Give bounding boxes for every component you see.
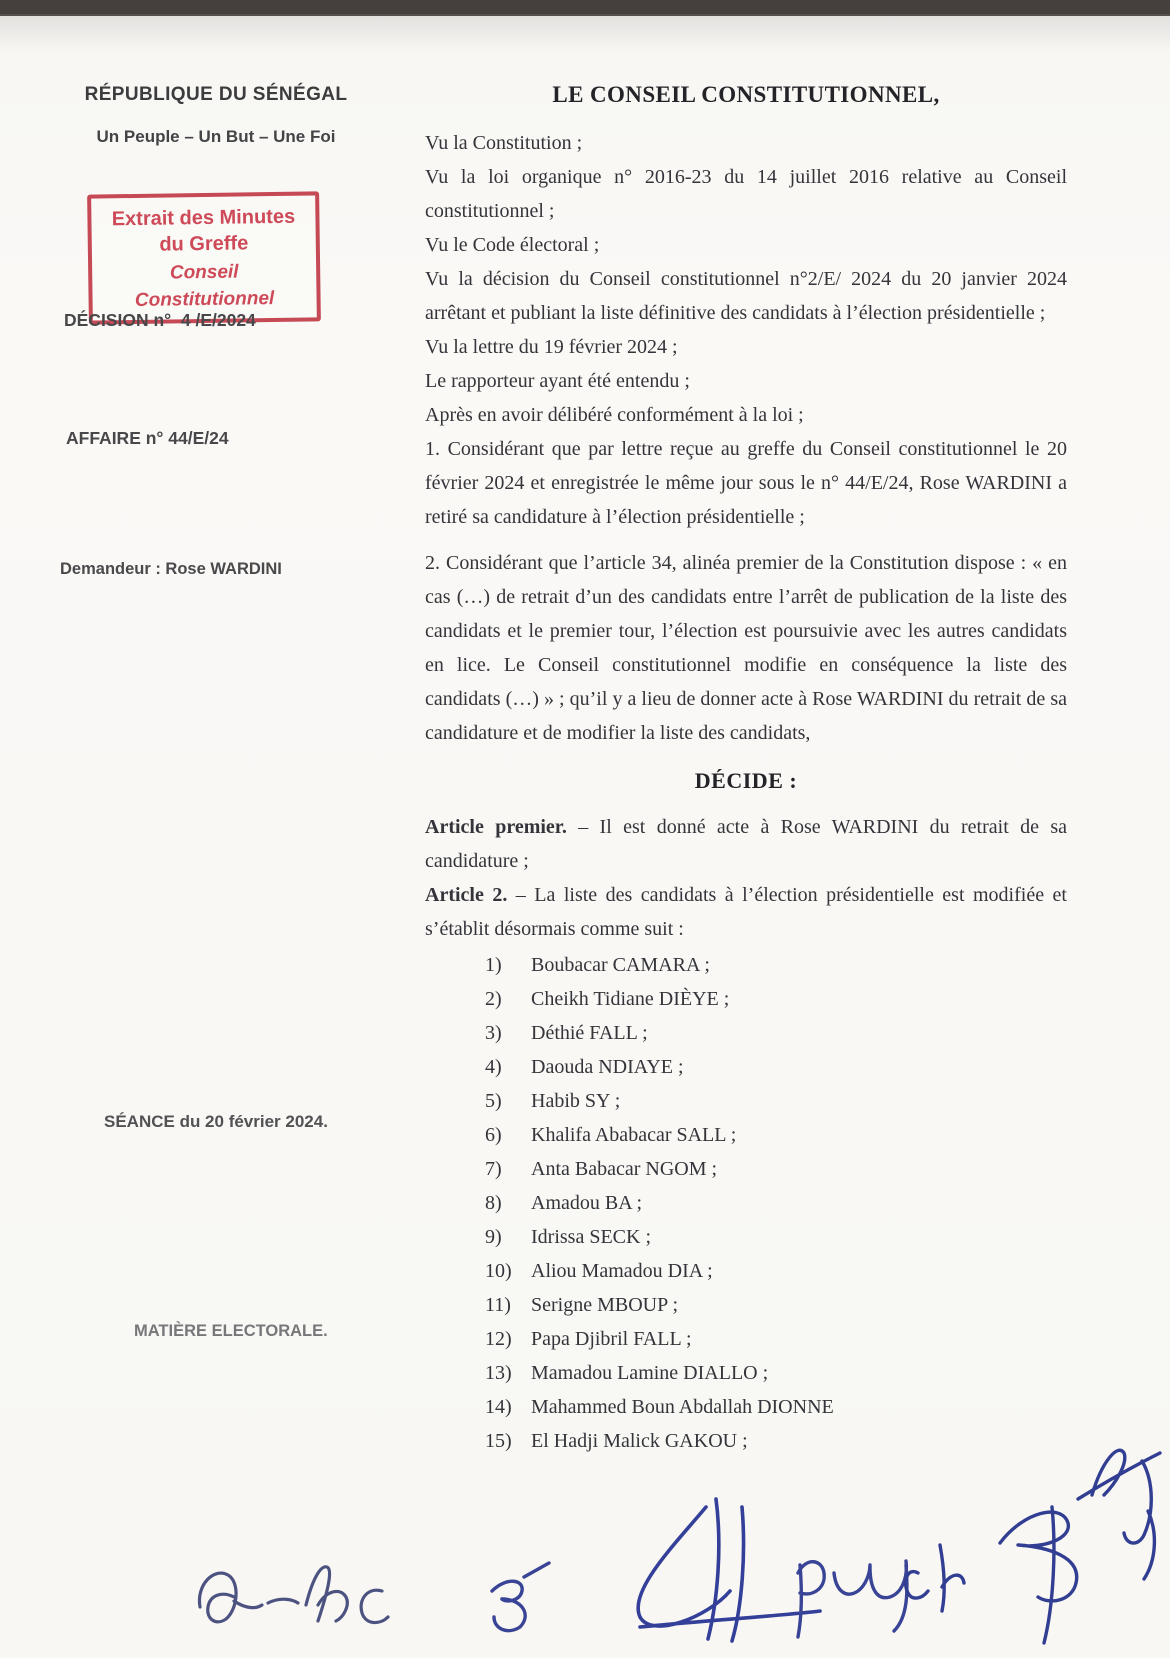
candidates-list <box>425 948 1067 1458</box>
candidate-name: Serigne MBOUP ; <box>531 1294 679 1316</box>
candidate-number: 13) <box>485 1362 512 1384</box>
candidate-item <box>425 1322 1067 1356</box>
candidate-name: Aliou Mamadou DIA ; <box>531 1260 713 1282</box>
candidate-name: Déthié FALL ; <box>531 1022 648 1044</box>
candidate-name: Idrissa SECK ; <box>531 1226 651 1248</box>
candidate-name: Mahammed Boun Abdallah DIONNE <box>531 1396 834 1418</box>
candidate-number: 2) <box>485 988 502 1010</box>
candidate-name: Anta Babacar NGOM ; <box>531 1158 718 1180</box>
article-2 <box>425 878 1067 946</box>
candidate-number: 11) <box>485 1294 511 1316</box>
candidate-item <box>425 1186 1067 1220</box>
decide-heading: DÉCIDE : <box>694 768 798 793</box>
stamp-line-2: du Greffe <box>159 232 249 256</box>
visa-line: Après en avoir délibéré conformément à la loi ; <box>425 404 804 426</box>
signature-6 <box>1078 1450 1160 1579</box>
seance-date: SÉANCE du 20 février 2024. <box>104 1112 328 1131</box>
stamp-line-1: Extrait des Minutes <box>111 205 296 231</box>
demandeur-line: Demandeur : Rose WARDINI <box>60 560 282 578</box>
visa-line: Le rapporteur ayant été entendu ; <box>425 370 690 392</box>
candidate-number: 12) <box>485 1328 512 1350</box>
visa-line: Vu le Code électoral ; <box>425 234 600 256</box>
candidate-number: 7) <box>485 1158 502 1180</box>
candidate-item <box>425 1254 1067 1288</box>
scan-top-dark-bar <box>0 0 1170 16</box>
candidate-item <box>425 1220 1067 1254</box>
candidate-name: Amadou BA ; <box>531 1192 643 1214</box>
visa-line: Vu la loi organique n° 2016-23 du 14 juillet 2016 relative au Conseil constitutionnel ; <box>425 166 1067 222</box>
candidate-number: 14) <box>485 1396 512 1418</box>
candidate-name: El Hadji Malick GAKOU ; <box>531 1430 748 1452</box>
considerant-2: 2. Considérant que l’article 34, alinéa premier de la Constitution dispose : « en cas (…) de retrait d’un des candidats entre l’arrêt de publication de la liste des candidats et le premier tour, l’élection est poursuivie avec les autres candidats en lice. Le Conseil constitutionnel modifie en conséquence la liste des candidats (…) » ; qu’il y a lieu de donner acte à Rose WARDINI du retrait de sa candidature et de modifier la liste des candidats, <box>425 552 1067 744</box>
matiere-line: MATIÈRE ELECTORALE. <box>134 1322 328 1340</box>
conseil-title: LE CONSEIL CONSTITUTIONNEL, <box>552 82 940 107</box>
candidate-item <box>425 1084 1067 1118</box>
candidate-item <box>425 1050 1067 1084</box>
article-2-text: – La liste des candidats à l’élection présidentielle est modifiée et s’établit désormais comme suit : <box>425 884 1067 940</box>
candidate-name: Mamadou Lamine DIALLO ; <box>531 1362 769 1384</box>
decision-body <box>425 80 1067 1458</box>
candidate-number: 5) <box>485 1090 502 1112</box>
affaire-number: AFFAIRE n° 44/E/24 <box>66 428 229 448</box>
candidate-item <box>425 1118 1067 1152</box>
article-premier-label: Article premier. <box>425 816 567 838</box>
candidate-item <box>425 1424 1067 1458</box>
article-premier <box>425 810 1067 878</box>
candidate-number: 10) <box>485 1260 512 1282</box>
signature-1 <box>199 1567 388 1623</box>
candidate-item <box>425 948 1067 982</box>
signature-3 <box>638 1499 820 1641</box>
candidate-item <box>425 1356 1067 1390</box>
visa-line: Vu la lettre du 19 février 2024 ; <box>425 336 678 358</box>
candidate-name: Khalifa Ababacar SALL ; <box>531 1124 737 1146</box>
candidate-item <box>425 1152 1067 1186</box>
candidate-number: 3) <box>485 1022 502 1044</box>
candidate-name: Boubacar CAMARA ; <box>531 954 710 976</box>
candidate-item <box>425 1390 1067 1424</box>
signature-2 <box>492 1563 549 1631</box>
candidate-number: 15) <box>485 1430 512 1452</box>
candidate-number: 4) <box>485 1056 502 1078</box>
candidate-number: 9) <box>485 1226 502 1248</box>
national-motto: Un Peuple – Un But – Une Foi <box>96 127 336 146</box>
article-2-label: Article 2. <box>425 884 508 906</box>
candidate-name: Daouda NDIAYE ; <box>531 1056 684 1078</box>
signature-4 <box>798 1561 907 1637</box>
candidate-item <box>425 1016 1067 1050</box>
candidate-number: 8) <box>485 1192 502 1214</box>
candidate-number: 1) <box>485 954 502 976</box>
candidate-number: 6) <box>485 1124 502 1146</box>
candidate-name: Habib SY ; <box>531 1090 621 1112</box>
considerant-1: 1. Considérant que par lettre reçue au greffe du Conseil constitutionnel le 20 février 2024 et enregistrée le même jour sous le n° 44/E/24, Rose WARDINI a retiré sa candidature à l’élection présidentielle ; <box>425 438 1067 528</box>
visa-line: Vu la décision du Conseil constitutionnel n°2/E/ 2024 du 20 janvier 2024 arrêtant et publiant la liste définitive des candidats à l’élection présidentielle ; <box>425 268 1067 324</box>
visa-line: Vu la Constitution ; <box>425 132 583 154</box>
greffe-red-stamp <box>87 191 321 324</box>
candidate-item <box>425 982 1067 1016</box>
signature-5 <box>906 1507 1077 1643</box>
candidate-name: Cheikh Tidiane DIÈYE ; <box>531 988 730 1010</box>
decision-number: DÉCISION n° 4 /E/2024 <box>64 310 256 330</box>
candidate-name: Papa Djibril FALL ; <box>531 1328 692 1350</box>
republic-title: RÉPUBLIQUE DU SÉNÉGAL <box>84 84 348 105</box>
article-premier-text: – Il est donné acte à Rose WARDINI du retrait de sa candidature ; <box>425 816 1068 872</box>
scan-top-shadow <box>0 16 1170 50</box>
stamp-line-3: Conseil Constitutionnel <box>134 261 275 311</box>
candidate-item <box>425 1288 1067 1322</box>
